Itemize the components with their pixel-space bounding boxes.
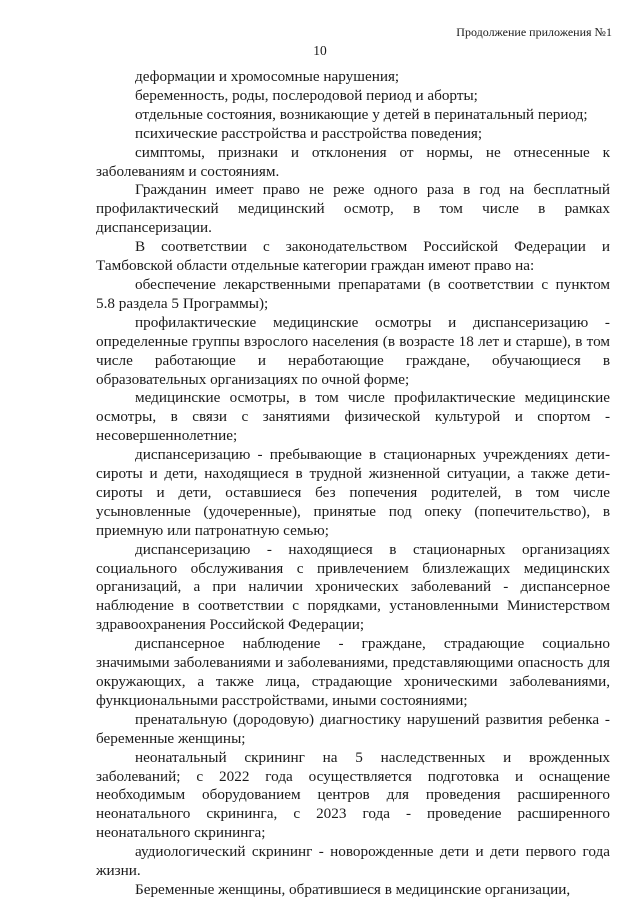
document-body xyxy=(96,68,610,900)
paragraph: неонатальный скрининг на 5 наследственных и врожденных заболеваний; с 2022 года осуществляется подготовка и оснащение необходимым оборудованием центров для проведения расширенного неонатального скрининга, с 2023 года - проведение расширенного неонатального скрининга; xyxy=(96,748,610,842)
page-number: 10 xyxy=(313,43,327,58)
paragraph: Гражданин имеет право не реже одного раза в год на бесплатный профилактический медицинский осмотр, в том числе в рамках диспансеризации. xyxy=(96,181,610,237)
paragraph: деформации и хромосомные нарушения; xyxy=(135,68,400,85)
paragraph: диспансеризацию - пребывающие в стационарных учреждениях дети-сироты и дети, находящиеся в трудной жизненной ситуации, а также дети-сироты и дети, оставшиеся без попечения родителей, в том числе усыновленные (удочеренные), принятые под опеку (попечительство), в приемную или патронатную семью; xyxy=(96,446,610,539)
paragraph: диспансерное наблюдение - граждане, страдающие социально значимыми заболеваниями и заболеваниями, представляющими опасность для окружающих, а также лица, страдающие хроническими заболеваниями, функциональными расстройствами, иными состояниями; xyxy=(96,635,610,709)
paragraph: профилактические медицинские осмотры и диспансеризацию - определенные группы взрослого населения (в возрасте 18 лет и старше), в том числе работающие и неработающие граждане, обучающиеся в образовательных организациях по очной форме; xyxy=(96,313,610,388)
paragraph: беременность, роды, послеродовой период и аборты; xyxy=(135,86,478,104)
paragraph: обеспечение лекарственными препаратами (в соответствии с пунктом 5.8 раздела 5 Программы); xyxy=(96,275,610,312)
paragraph: медицинские осмотры, в том числе профилактические медицинские осмотры, в связи с занятиями физической культурой и спортом - несовершеннолетние; xyxy=(96,389,610,445)
paragraph: В соответствии с законодательством Российской Федерации и Тамбовской области отдельные категории граждан имеют право на: xyxy=(96,238,610,275)
paragraph: аудиологический скрининг - новорожденные дети и дети первого года жизни. xyxy=(96,843,610,880)
paragraph: диспансеризацию - находящиеся в стационарных организациях социального обслуживания с привлечением близлежащих медицинских организаций, а при наличии хронических заболеваний - диспансерное наблюдение в соответствии с порядками, установленными Министерством здравоохранения Российской Федерации; xyxy=(96,540,610,634)
paragraph: психические расстройства и расстройства поведения; xyxy=(135,124,483,142)
paragraph: Беременные женщины, обратившиеся в медицинские организации, xyxy=(135,880,571,898)
continuation-header: Продолжение приложения №1 xyxy=(456,25,612,39)
paragraph: пренатальную (дородовую) диагностику нарушений развития ребенка - беременные женщины; xyxy=(96,710,610,747)
paragraph: отдельные состояния, возникающие у детей в перинатальный период; xyxy=(135,105,588,123)
paragraph: симптомы, признаки и отклонения от нормы, не отнесенные к заболеваниям и состояниям. xyxy=(96,143,610,180)
